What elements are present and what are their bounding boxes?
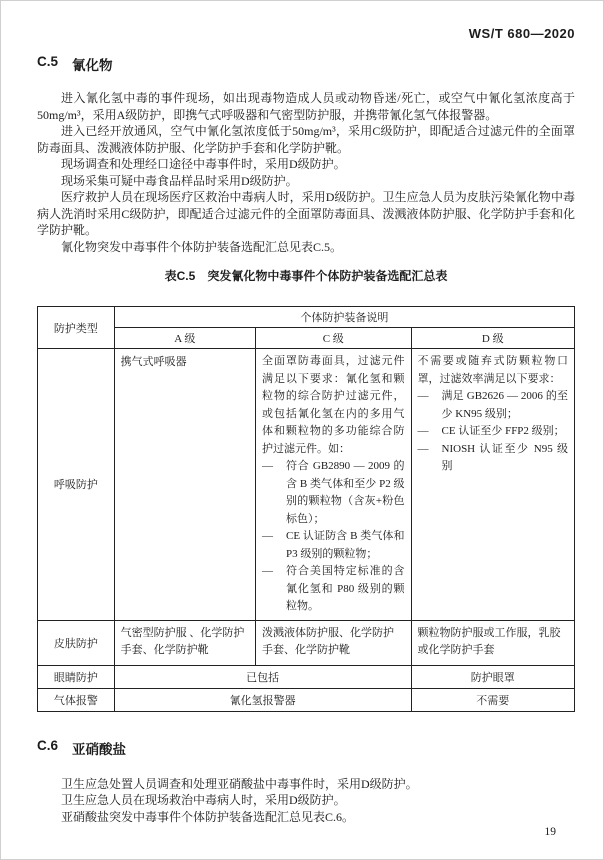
row-label-alarm: 气体报警 [38,688,115,711]
section-c6-number: C.6 [37,737,59,753]
eye-ac-cell: 已包括 [114,665,411,688]
paragraph: 氰化物突发中毒事件个体防护装备选配汇总见表C.5。 [61,239,343,254]
table-header-row-2 [38,328,575,349]
paragraph: 亚硝酸盐突发中毒事件个体防护装备选配汇总见表C.6。 [61,809,355,824]
section-c5-number: C.5 [37,54,59,69]
respiratory-d-intro: 不需要或随弃式防颗粒物口罩，过滤效率满足以下要求： [417,355,568,385]
list-item-text: CE 认证防含 B 类气体和 P3 级别的颗粒物； [286,530,405,560]
list-item [262,563,405,616]
dash-marker: — [417,425,429,437]
section-c6-heading [37,738,575,758]
eye-d-cell: 防护眼罩 [411,665,574,688]
table-header-row-1 [38,307,575,328]
page-number: 19 [544,826,556,838]
paragraph: 进入已经开放通风，空气中氰化氢浓度低于50mg/m³，采用C级防护，即配适合过滤元件的全面罩防毒面具、泼溅液体防护服、化学防护手套和化学防护靴。 [37,124,575,155]
row-label-eye: 眼睛防护 [38,665,115,688]
skin-a-cell: 气密型防护服 、化学防护手套、化学防护靴 [114,620,255,665]
list-item-text: 符合美国特定标准的含氰化氢和 P80 级别的颗粒物。 [286,565,405,612]
paragraph: 现场调查和处理经口途径中毒事件时，采用D级防护。 [61,157,346,171]
respiratory-a-cell: 携气式呼吸器 [114,349,255,621]
section-c6 [37,738,575,826]
standard-number-header: WS/T 680—2020 [468,26,575,41]
alarm-ac-cell: 氰化氢报警器 [114,688,411,711]
respiratory-d-cell [411,349,574,621]
list-item [262,458,405,528]
dash-marker: — [262,530,274,542]
header-span-col: 个体防护装备说明 [114,307,574,328]
list-item-text: 满足 GB2626 — 2006 的至少 KN95 级别； [441,390,568,420]
header-type-col: 防护类型 [38,307,115,349]
dash-marker: — [262,460,274,472]
dash-marker: — [417,390,429,402]
table-row-alarm [38,688,575,711]
section-c6-title: 亚硝酸盐 [72,741,127,757]
respiratory-c-intro: 全面罩防毒面具，过滤元件满足以下要求：氰化氢和颗粒物的综合防护过滤元件，或包括氰化氢在内的多用气体和颗粒物的多功能综合防护过滤元件。如： [262,355,405,455]
section-c5-heading [37,54,575,74]
skin-c-cell: 泼溅液体防护服、化学防护手套、化学防护靴 [256,620,412,665]
table-row-eye [38,665,575,688]
list-item [418,388,568,423]
paragraph: 现场采集可疑中毒食品样品时采用D级防护。 [61,173,298,188]
table-c5-title-text: 突发氰化物中毒事件个体防护装备选配汇总表 [207,269,448,283]
row-label-respiratory: 呼吸防护 [38,349,115,621]
paragraph: 进入氰化氢中毒的事件现场，如出现毒物造成人员或动物昏迷/死亡，或空气中氰化氢浓度高于50mg/m³，采用A级防护，即携气式呼吸器和气密型防护服，并携带氰化氢气体报警器。 [37,91,575,122]
dash-marker: — [262,565,274,577]
header-level-c: C 级 [256,328,412,349]
row-label-skin: 皮肤防护 [38,620,115,665]
list-item [418,423,568,441]
list-item-text: 符合 GB2890 — 2009 的含 B 类气体和至少 P2 级别的颗粒物（含灰+粉色标色）； [286,460,405,525]
paragraph: 卫生应急人员在现场救治中毒病人时，采用D级防护。 [61,793,346,807]
skin-d-cell: 颗粒物防护服或工作服，乳胶或化学防护手套 [411,620,574,665]
table-c5-title-label: 表C.5 [164,269,196,283]
page-content [37,54,575,825]
table-row-skin [38,620,575,665]
header-level-d: D 级 [411,328,574,349]
respiratory-c-cell [256,349,412,621]
list-item-text: NIOSH 认证至少 N95 级别 [441,442,568,472]
list-item [262,528,405,563]
alarm-d-cell: 不需要 [411,688,574,711]
table-c5-title [37,267,575,284]
table-c5 [37,306,575,712]
paragraph: 卫生应急处置人员调查和处理亚硝酸盐中毒事件时，采用D级防护。 [61,776,418,791]
header-level-a: A 级 [114,328,255,349]
table-row-respiratory [38,349,575,621]
dash-marker: — [417,442,429,455]
list-item-text: CE 认证至少 FFP2 级别； [441,425,565,437]
paragraph: 医疗救护人员在现场医疗区救治中毒病人时，采用D级防护。卫生应急人员为皮肤污染氰化物中毒病人洗消时采用C级防护，即配适合过滤元件的全面罩防毒面具、泼溅液体防护服、化学防护手套和化学防护靴。 [37,190,575,237]
section-c5-title: 氰化物 [72,58,113,73]
list-item [418,441,568,476]
